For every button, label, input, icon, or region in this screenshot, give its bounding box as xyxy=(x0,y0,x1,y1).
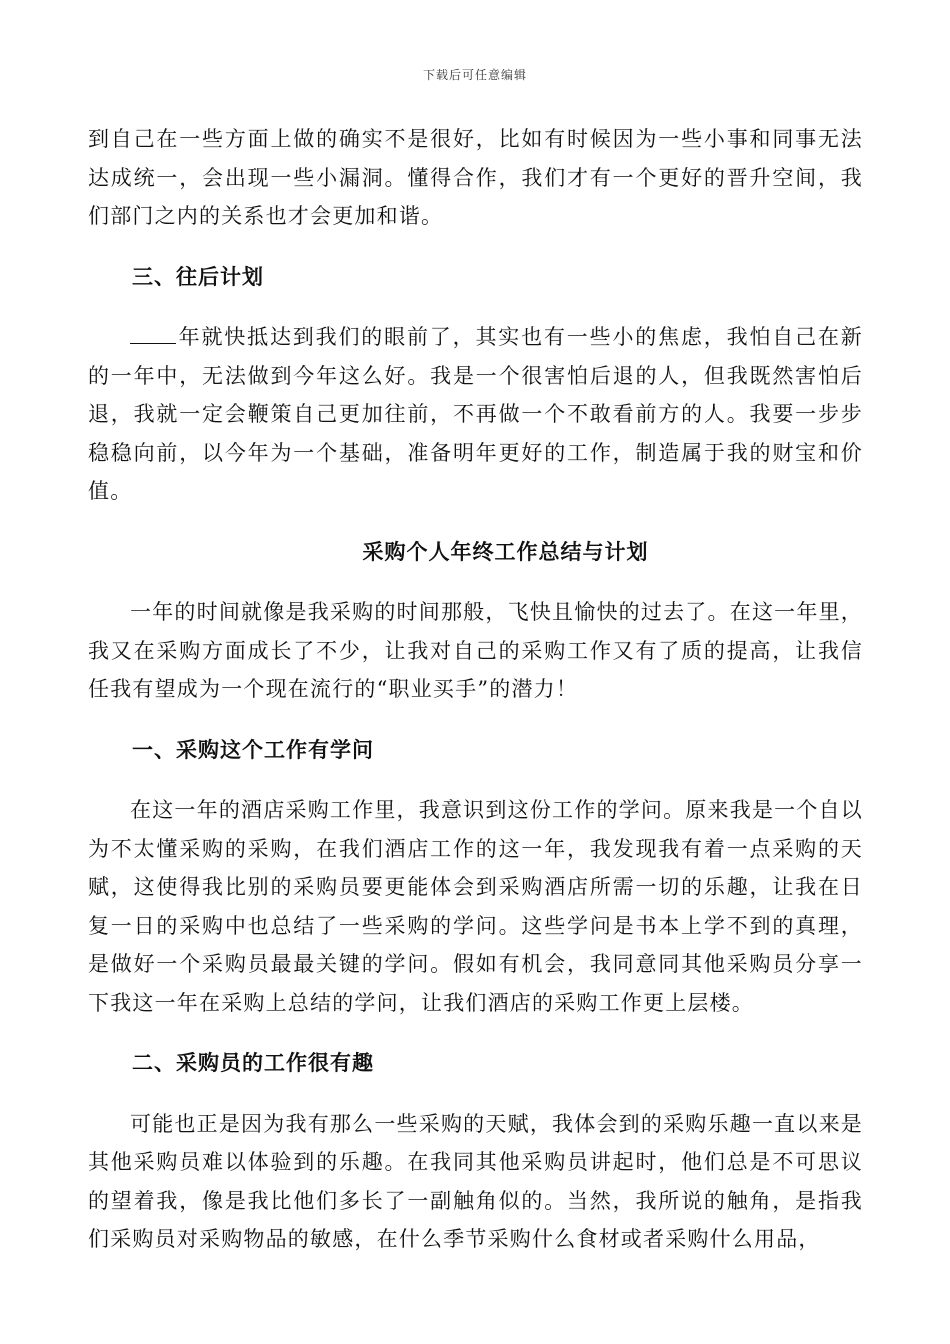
paragraph-future-plan-text: 年就快抵达到我们的眼前了，其实也有一些小的焦虑，我怕自己在新的一年中，无法做到今年这么好。我是一个很害怕后退的人，但我既然害怕后退，我就一定会鞭策自己更加往前，不再做一个不敢看前方的人。我要一步步稳稳向前，以今年为一个基础，准备明年更好的工作，制造属于我的财宝和价值。 xyxy=(88,325,863,503)
section-heading-1: 一、采购这个工作有学问 xyxy=(132,736,374,762)
spacer xyxy=(88,511,863,533)
document-title: 采购个人年终工作总结与计划 xyxy=(362,538,649,564)
spacer xyxy=(88,709,863,731)
spacer xyxy=(88,1083,863,1105)
spacer xyxy=(88,236,863,258)
paragraph-future-plan xyxy=(88,318,863,511)
spacer xyxy=(88,296,863,318)
document-body xyxy=(88,120,863,1259)
paragraph-intro: 一年的时间就像是我采购的时间那般，飞快且愉快的过去了。在这一年里，我又在采购方面成长了不少，让我对自己的采购工作又有了质的提高，让我信任我有望成为一个现在流行的“职业买手”的潜力！ xyxy=(88,600,863,701)
page-header-note: 下载后可任意编辑 xyxy=(422,68,527,82)
paragraph-section-2: 可能也正是因为我有那么一些采购的天赋，我体会到的采购乐趣一直以来是其他采购员难以体验到的乐趣。在我同其他采购员讲起时，他们总是不可思议的望着我，像是我比他们多长了一副触角似的。当然，我所说的触角，是指我们采购员对采购物品的敏感，在什么季节采购什么食材或者采购什么用品， xyxy=(88,1111,863,1251)
section-heading-2: 二、采购员的工作很有趣 xyxy=(132,1050,374,1075)
blank-year-underline xyxy=(130,325,176,344)
spacer xyxy=(88,769,863,791)
section-heading-future-plan: 三、往后计划 xyxy=(132,263,264,289)
spacer xyxy=(88,1022,863,1044)
paragraph-continuation: 到自己在一些方面上做的确实不是很好，比如有时候因为一些小事和同事无法达成统一，会出现一些小漏洞。懂得合作，我们才有一个更好的晋升空间，我们部门之内的关系也才会更加和谐。 xyxy=(88,127,863,228)
paragraph-section-1: 在这一年的酒店采购工作里，我意识到这份工作的学问。原来我是一个自以为不太懂采购的采购，在我们酒店工作的这一年，我发现我有着一点采购的天赋，这使得我比别的采购员要更能体会到采购酒店所需一切的乐趣，让我在日复一日的采购中也总结了一些采购的学问。这些学问是书本上学不到的真理，是做好一个采购员最最关键的学问。假如有机会，我同意同其他采购员分享一下我这一年在采购上总结的学问，让我们酒店的采购工作更上层楼。 xyxy=(88,798,863,1015)
spacer xyxy=(88,571,863,593)
